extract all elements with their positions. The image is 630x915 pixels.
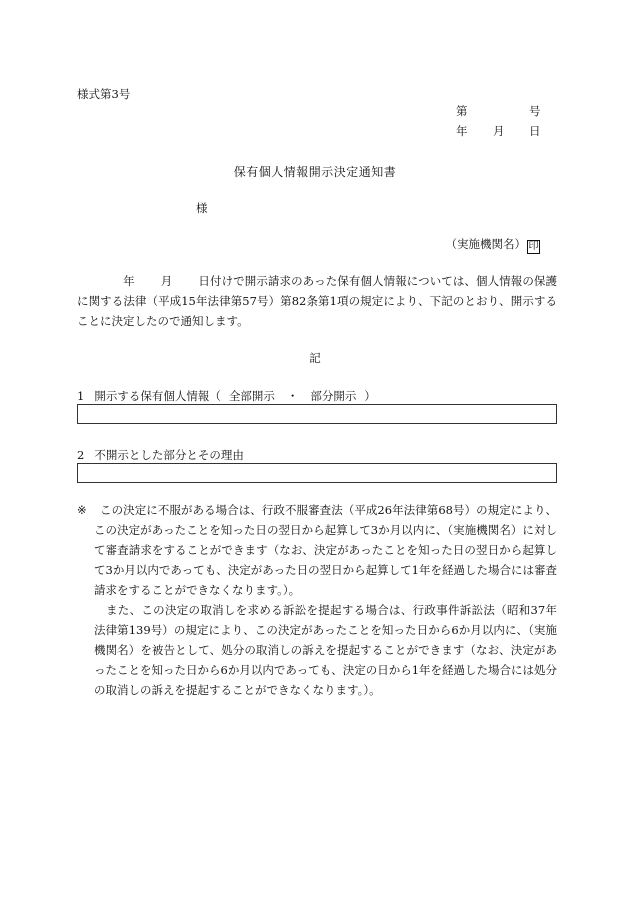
section1-close: ）: [364, 389, 376, 403]
section1-number: 1: [77, 389, 85, 403]
date-day: 日: [529, 124, 541, 138]
section1-heading: [77, 388, 376, 404]
seal-icon: 印: [528, 241, 539, 252]
issuer: [446, 236, 541, 254]
section1-option-full: 全部開示: [228, 389, 275, 403]
note-paragraph-1: [77, 500, 557, 600]
section2-box: [77, 463, 557, 483]
form-number: 様式第3号: [77, 87, 131, 101]
document-title: 保有個人情報開示決定通知書: [233, 165, 397, 179]
body-paragraph: [77, 271, 557, 331]
body-month: 月: [160, 274, 173, 288]
section2-heading: [77, 447, 244, 463]
date-month: 月: [493, 124, 505, 138]
doc-number-prefix: 第: [456, 104, 468, 118]
note-mark: ※: [77, 503, 87, 517]
note-paragraph-2: また、この決定の取消しを求める訴訟を提起する場合は、行政事件訴訟法（昭和37年法律第139号）の規定により、この決定があったことを知った日から6か月以内に、（実施機関名）を被告として、処分の取消しの訴えを提起することができます（なお、決定があったことを知った日から6か月以内であっても、決定の日から1年を経過した場合には処分の取消しの訴えを提起することができなくなります。）。: [94, 603, 558, 697]
doc-number-suffix: 号: [529, 104, 541, 118]
section1-box: [77, 404, 557, 424]
section1-separator: ・: [286, 389, 299, 403]
issuer-label: （実施機関名）: [445, 237, 526, 251]
appeal-note: [77, 500, 557, 700]
section2-label: 不開示とした部分とその理由: [94, 448, 244, 462]
body-text: 日付けで開示請求のあった保有個人情報については、個人情報の保護に関する法律（平成15年法律第57号）第82条第1項の規定により、下記のとおり、開示することに決定したので通知します。: [77, 274, 558, 328]
ki-heading: 記: [309, 351, 321, 365]
body-year: 年: [123, 274, 135, 288]
section2-number: 2: [77, 448, 85, 462]
addressee: 様: [196, 201, 208, 215]
section1-option-partial: 部分開示: [310, 389, 357, 403]
date-year: 年: [456, 124, 468, 138]
section1-label: 開示する保有個人情報（: [94, 389, 221, 403]
note-paragraph-1-text: この決定に不服がある場合は、行政不服審査法（平成26年法律第68号）の規定により、この決定があったことを知った日の翌日から起算して3か月以内に、（実施機関名）に対して審査請求をすることができます（なお、決定があったことを知った日の翌日から起算して3か月以内であっても、決定があった日の翌日から起算して1年を経過した場合には審査請求をすることができなくなります。）。: [94, 503, 557, 597]
